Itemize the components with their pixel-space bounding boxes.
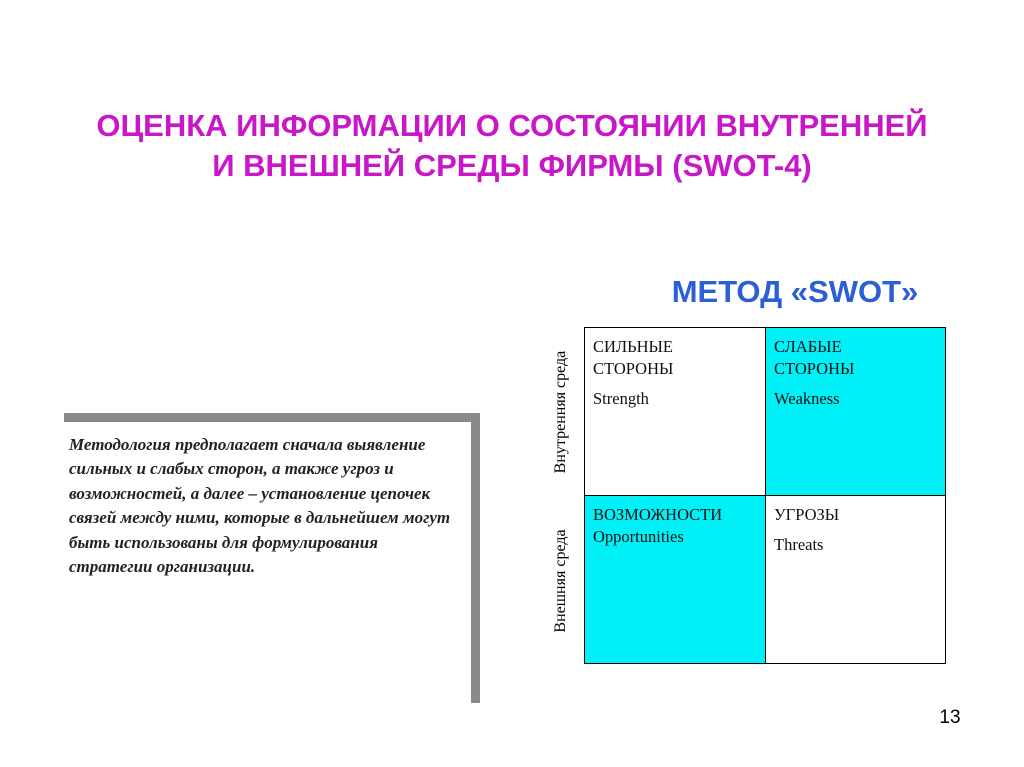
slide-title (40, 106, 984, 186)
weaknesses-ru-line1: СЛАБЫЕ (774, 337, 842, 356)
frame-top-bar (64, 413, 480, 422)
swot-cell-threats (766, 496, 945, 663)
opportunities-en: Opportunities (593, 527, 684, 546)
frame-right-bar (471, 413, 480, 703)
page-number: 13 (939, 707, 961, 728)
strengths-ru-line2: СТОРОНЫ (593, 359, 674, 378)
slide-title-line2: И ВНЕШНЕЙ СРЕДЫ ФИРМЫ (SWOT-4) (212, 148, 812, 183)
methodology-description: Методология предполагает сначала выявление сильных и слабых сторон, а также угроз и возможностей, а далее – установление цепочек связей между ними, которые в дальнейшем могут быть использованы для формулирования стратегии организации. (69, 435, 451, 577)
method-heading: МЕТОД «SWOT» (671, 274, 919, 309)
threats-ru: УГРОЗЫ (774, 505, 840, 524)
swot-cell-opportunities (585, 496, 766, 663)
swot-matrix (584, 327, 946, 664)
swot-cell-strengths (585, 328, 766, 496)
internal-environment-label: Внутренняя среда (552, 350, 569, 474)
slide-title-line1: ОЦЕНКА ИНФОРМАЦИИ О СОСТОЯНИИ ВНУТРЕННЕЙ (96, 108, 928, 143)
external-environment-label: Внешняя среда (552, 529, 569, 633)
weaknesses-ru-line2: СТОРОНЫ (774, 359, 855, 378)
opportunities-ru: ВОЗМОЖНОСТИ (593, 505, 723, 524)
strengths-ru-line1: СИЛЬНЫЕ (593, 337, 673, 356)
strengths-en: Strength (593, 389, 649, 408)
weaknesses-en: Weakness (774, 389, 840, 408)
swot-cell-weaknesses (766, 328, 945, 496)
threats-en: Threats (774, 535, 824, 554)
